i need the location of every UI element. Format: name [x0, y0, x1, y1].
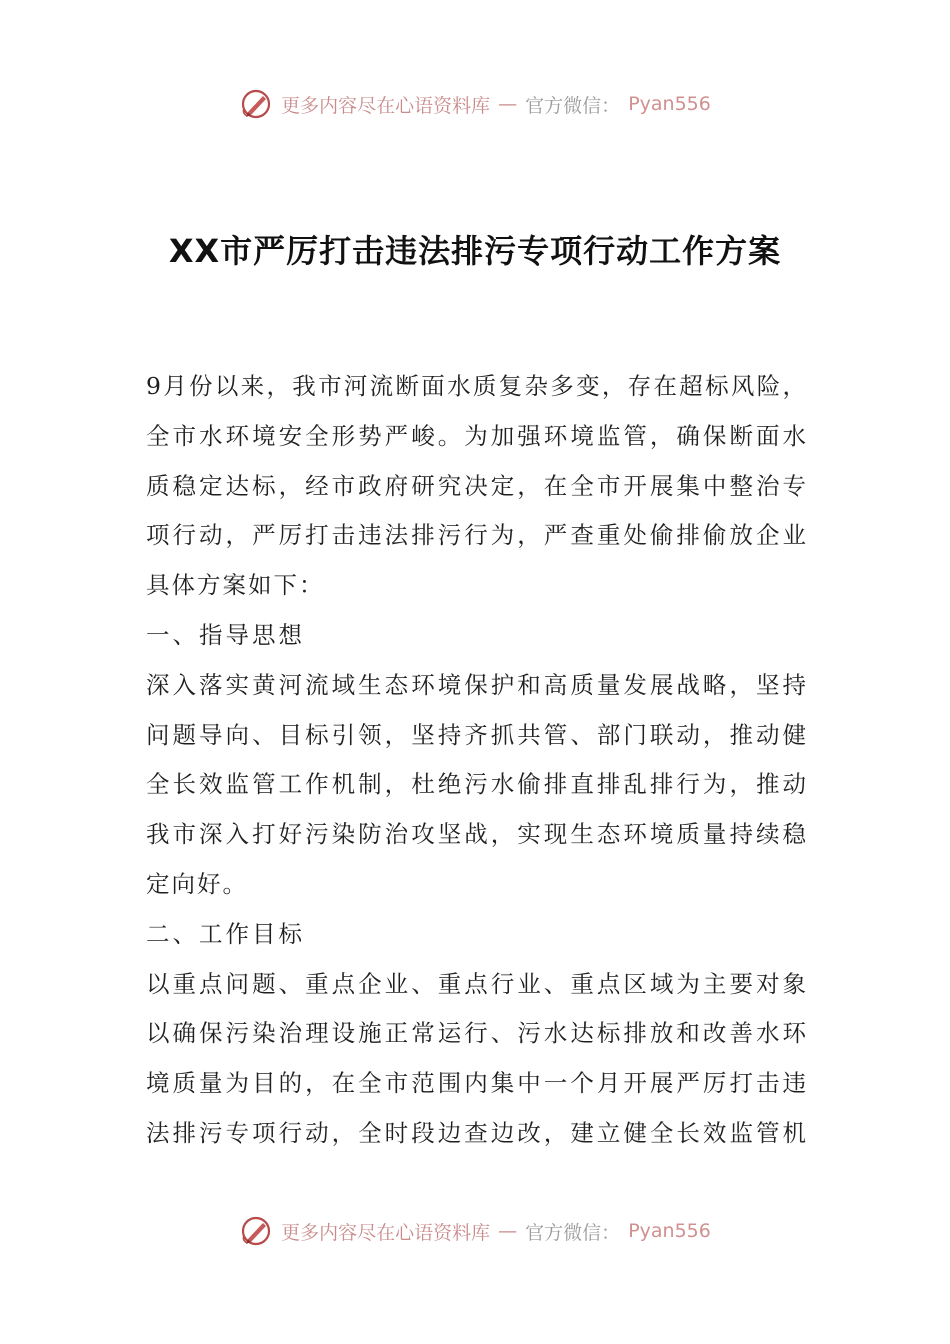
- body-line: 9月份以来，我市河流断面水质复杂多变，存在超标风险，: [146, 372, 806, 400]
- body-line: 深入落实黄河流域生态环境保护和高质量发展战略，坚持: [146, 670, 806, 699]
- body-line: 定向好。: [146, 869, 248, 898]
- body-line: 具体方案如下：: [146, 571, 325, 600]
- watermark-official-label: 官方微信：: [525, 94, 621, 117]
- body-line: 我市深入打好污染防治攻坚战，实现生态环境质量持续稳: [146, 820, 806, 849]
- body-line: 质稳定达标，经市政府研究决定，在全市开展集中整治专: [146, 471, 806, 500]
- body-line: 法排污专项行动，全时段边查边改，建立健全长效监管机: [146, 1118, 806, 1147]
- watermark-wechat-id: Pyan556: [628, 93, 711, 115]
- body-line: 以重点问题、重点企业、重点行业、重点区域为主要对象: [146, 969, 806, 998]
- watermark-dash: —: [498, 1220, 518, 1242]
- watermark-text: 更多内容尽在心语资料库: [281, 94, 491, 117]
- watermark-official-label: 官方微信：: [525, 1221, 621, 1244]
- section-heading: 一、指导思想: [146, 620, 305, 649]
- watermark-header: [0, 86, 950, 122]
- body-line: 以确保污染治理设施正常运行、污水达标排放和改善水环: [146, 1019, 806, 1048]
- body-line: 项行动，严厉打击违法排污行为，严查重处偷排偷放企业: [146, 521, 806, 550]
- pen-logo-icon: [239, 87, 273, 121]
- document-title: XX市严厉打击违法排污专项行动工作方案: [168, 232, 782, 270]
- body-line: 全长效监管工作机制，杜绝污水偷排直排乱排行为，推动: [146, 770, 806, 799]
- pen-logo-icon: [239, 1214, 273, 1248]
- watermark-footer: [0, 1213, 950, 1249]
- body-line: 境质量为目的，在全市范围内集中一个月开展严厉打击违: [146, 1069, 806, 1098]
- watermark-dash: —: [498, 93, 518, 115]
- body-line: 全市水环境安全形势严峻。为加强环境监管，确保断面水: [146, 421, 806, 450]
- document-body: [146, 362, 806, 1159]
- section-heading: 二、工作目标: [146, 919, 305, 948]
- watermark-wechat-id: Pyan556: [628, 1220, 711, 1242]
- watermark-text: 更多内容尽在心语资料库: [281, 1221, 491, 1244]
- body-line: 问题导向、目标引领，坚持齐抓共管、部门联动，推动健: [146, 720, 806, 749]
